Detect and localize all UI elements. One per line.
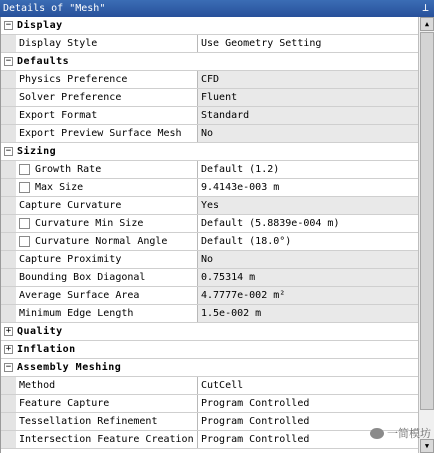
property-label-cell [1, 287, 198, 304]
property-label-cell [1, 89, 198, 106]
property-label-cell [1, 395, 198, 412]
expand-toggle-icon[interactable]: + [5, 326, 12, 336]
collapse-toggle-icon[interactable]: − [5, 146, 12, 156]
parameter-checkbox[interactable] [19, 218, 30, 229]
group-name: Inflation [17, 344, 76, 355]
property-value[interactable]: Program Controlled [201, 416, 310, 427]
property-label-cell [1, 377, 198, 394]
collapse-toggle-icon[interactable]: − [5, 56, 12, 66]
scroll-up-arrow-icon[interactable]: ▲ [420, 17, 434, 31]
group-name: Assembly Meshing [17, 362, 122, 373]
property-value[interactable]: Fluent [198, 89, 418, 106]
property-row[interactable] [1, 179, 418, 197]
property-value[interactable]: Default (1.2) [201, 164, 280, 175]
details-property-grid [0, 17, 418, 453]
wechat-icon [370, 428, 384, 439]
group-name: Sizing [17, 146, 57, 157]
expand-toggle-icon[interactable]: + [5, 344, 12, 354]
property-label: Bounding Box Diagonal [19, 272, 146, 283]
property-label-cell [1, 413, 198, 430]
property-label-cell [1, 35, 198, 52]
collapse-toggle-icon[interactable]: − [5, 20, 12, 30]
property-row[interactable] [1, 269, 418, 287]
property-value[interactable]: 4.7777e-002 m² [198, 287, 418, 304]
vertical-scrollbar[interactable] [418, 17, 434, 453]
group-name: Display [17, 20, 63, 31]
property-label-cell [1, 71, 198, 88]
property-label-cell [1, 251, 198, 268]
property-row[interactable] [1, 107, 418, 125]
group-header-assembly-meshing[interactable] [1, 359, 418, 377]
property-value[interactable]: Standard [198, 107, 418, 124]
property-label: Curvature Normal Angle [35, 236, 168, 247]
property-row[interactable] [1, 233, 418, 251]
property-value[interactable]: No [198, 125, 418, 142]
property-label: Feature Capture [19, 398, 110, 409]
property-label: Solver Preference [19, 92, 122, 103]
property-value[interactable]: 0.75314 m [198, 269, 418, 286]
property-value[interactable]: CFD [198, 71, 418, 88]
property-label: Export Preview Surface Mesh [19, 128, 182, 139]
group-header-inflation[interactable] [1, 341, 418, 359]
property-value[interactable]: 1.5e-002 m [198, 305, 418, 322]
property-label: Export Format [19, 110, 98, 121]
pin-icon[interactable]: ⊥ [422, 1, 429, 14]
watermark-text: 一简模坊 [387, 427, 431, 440]
group-header-display[interactable] [1, 17, 418, 35]
property-label: Curvature Min Size [35, 218, 144, 229]
property-label: Tessellation Refinement [19, 416, 158, 427]
property-row[interactable] [1, 71, 418, 89]
scroll-down-arrow-icon[interactable]: ▼ [420, 439, 434, 453]
property-value[interactable]: Program Controlled [201, 434, 310, 445]
property-value[interactable]: Use Geometry Setting [201, 38, 322, 49]
property-label: Average Surface Area [19, 290, 140, 301]
group-header-defaults[interactable] [1, 53, 418, 71]
property-label-cell [1, 269, 198, 286]
property-row[interactable] [1, 413, 418, 431]
group-name: Defaults [17, 56, 70, 67]
property-row[interactable] [1, 125, 418, 143]
property-row[interactable] [1, 377, 418, 395]
group-header-quality[interactable] [1, 323, 418, 341]
property-row[interactable] [1, 395, 418, 413]
property-row[interactable] [1, 35, 418, 53]
property-row[interactable] [1, 431, 418, 449]
panel-title: Details of "Mesh" [3, 3, 106, 14]
property-label-cell [1, 107, 198, 124]
watermark [370, 424, 431, 442]
property-row[interactable] [1, 197, 418, 215]
scrollbar-thumb[interactable] [420, 32, 434, 410]
property-label: Capture Curvature [19, 200, 122, 211]
property-label: Display Style [19, 38, 98, 49]
collapse-toggle-icon[interactable]: − [5, 362, 12, 372]
property-row[interactable] [1, 215, 418, 233]
property-row[interactable] [1, 287, 418, 305]
property-label: Minimum Edge Length [19, 308, 134, 319]
property-label: Method [19, 380, 56, 391]
property-row[interactable] [1, 89, 418, 107]
property-label-cell [1, 161, 198, 178]
property-label-cell [1, 233, 198, 250]
property-label-cell [1, 197, 198, 214]
property-value[interactable]: 9.4143e-003 m [201, 182, 280, 193]
panel-title-bar [0, 0, 434, 17]
parameter-checkbox[interactable] [19, 164, 30, 175]
property-label-cell [1, 431, 198, 448]
property-label: Max Size [35, 182, 84, 193]
group-header-sizing[interactable] [1, 143, 418, 161]
property-row[interactable] [1, 161, 418, 179]
property-label-cell [1, 215, 198, 232]
property-row[interactable] [1, 251, 418, 269]
property-label-cell [1, 125, 198, 142]
property-value[interactable]: Default (5.8839e-004 m) [201, 218, 340, 229]
property-value[interactable]: Yes [198, 197, 418, 214]
property-label-cell [1, 179, 198, 196]
property-label: Capture Proximity [19, 254, 122, 265]
property-value[interactable]: Program Controlled [201, 398, 310, 409]
property-label: Intersection Feature Creation [19, 434, 194, 445]
parameter-checkbox[interactable] [19, 182, 30, 193]
property-row[interactable] [1, 305, 418, 323]
property-value[interactable]: No [198, 251, 418, 268]
parameter-checkbox[interactable] [19, 236, 30, 247]
property-value[interactable]: CutCell [201, 380, 244, 391]
property-label-cell [1, 305, 198, 322]
property-label: Growth Rate [35, 164, 102, 175]
group-name: Quality [17, 326, 63, 337]
property-label: Physics Preference [19, 74, 128, 85]
property-value[interactable]: Default (18.0°) [201, 236, 292, 247]
